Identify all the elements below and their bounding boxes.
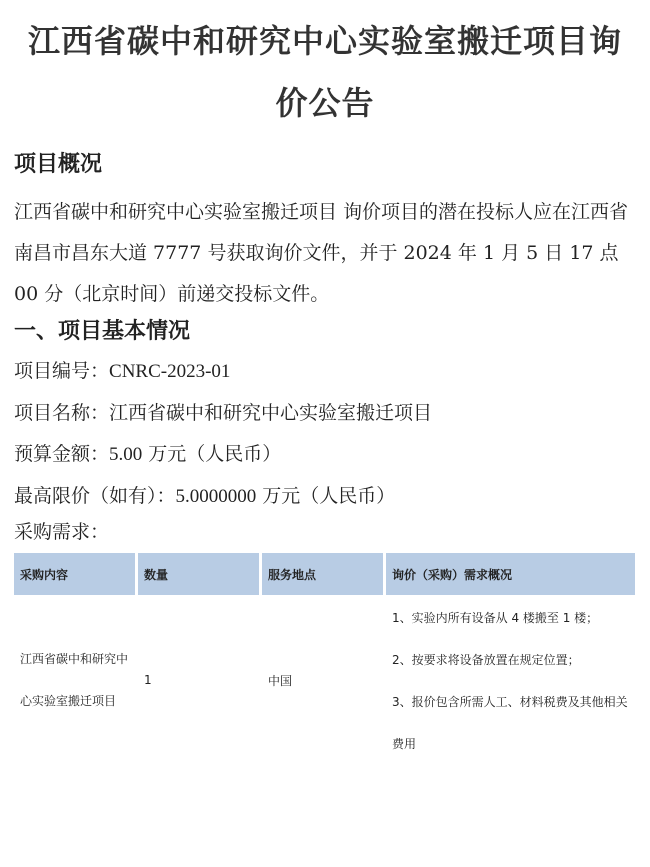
project-name-value: 江西省碳中和研究中心实验室搬迁项目	[109, 401, 433, 424]
overview-heading: 项目概况	[14, 152, 103, 177]
budget-row	[14, 434, 636, 476]
budget-amount: 5.00	[109, 444, 143, 465]
header-quantity: 数量	[138, 553, 259, 595]
project-number-row	[14, 351, 636, 393]
overview-text-1: 江西省碳中和研究中心实验室搬迁项目 询价项目的潜在投标人应在江西省南昌市昌东大道	[14, 201, 629, 264]
cell-requirements	[386, 595, 635, 765]
overview-text-2: 号获取询价文件，并于	[201, 242, 404, 264]
demand-label: 采购需求：	[14, 521, 110, 543]
project-name-row	[14, 393, 636, 435]
requirement-line: 1、实验内所有设备从 4 楼搬至 1 楼；	[392, 611, 599, 625]
budget-unit: 万元（人民币）	[142, 443, 282, 465]
deadline-day: 5	[526, 242, 539, 264]
project-number-label: 项目编号：	[14, 360, 110, 382]
max-price-row	[14, 476, 636, 518]
max-price-label: 最高限价（如有）：	[14, 484, 176, 507]
basic-info-list	[14, 351, 636, 517]
overview-text-4: 月	[495, 242, 527, 264]
requirement-line: 3、报价包含所需人工、材料税费及其他相关费用	[392, 695, 628, 751]
overview-text-5: 日	[538, 242, 570, 264]
page-title: 江西省碳中和研究中心实验室搬迁项目询价公告	[27, 22, 622, 122]
cell-location: 中国	[268, 673, 293, 688]
requirements-table	[11, 553, 638, 765]
max-price-amount: 5.0000000	[175, 485, 257, 507]
requirement-line: 2、按要求将设备放置在规定位置；	[392, 653, 580, 667]
overview-text-6: 点	[593, 242, 619, 264]
basic-info-heading: 一、项目基本情况	[14, 319, 191, 344]
table-row	[14, 595, 635, 765]
overview-text-7: 分（北京时间）前递交投标文件。	[38, 283, 330, 305]
deadline-hour: 17	[569, 242, 594, 264]
header-requirements: 询价（采购）需求概况	[386, 553, 635, 595]
deadline-minute: 00	[14, 283, 39, 305]
address-number: 7777	[153, 242, 202, 264]
cell-content: 江西省碳中和研究中心实验室搬迁项目	[20, 652, 129, 708]
deadline-month: 1	[482, 242, 496, 264]
overview-paragraph	[14, 192, 636, 315]
deadline-year: 2024	[403, 242, 452, 264]
overview-text-3: 年	[451, 242, 483, 264]
cell-quantity: 1	[144, 673, 152, 687]
budget-label: 预算金额：	[14, 443, 110, 465]
project-number-value: CNRC-2023-01	[109, 361, 231, 382]
max-price-unit: 万元（人民币）	[256, 484, 396, 507]
table-header-row	[14, 553, 635, 595]
header-content: 采购内容	[14, 553, 135, 595]
project-name-label: 项目名称：	[14, 401, 110, 424]
header-location: 服务地点	[262, 553, 383, 595]
announcement-page	[0, 10, 650, 867]
